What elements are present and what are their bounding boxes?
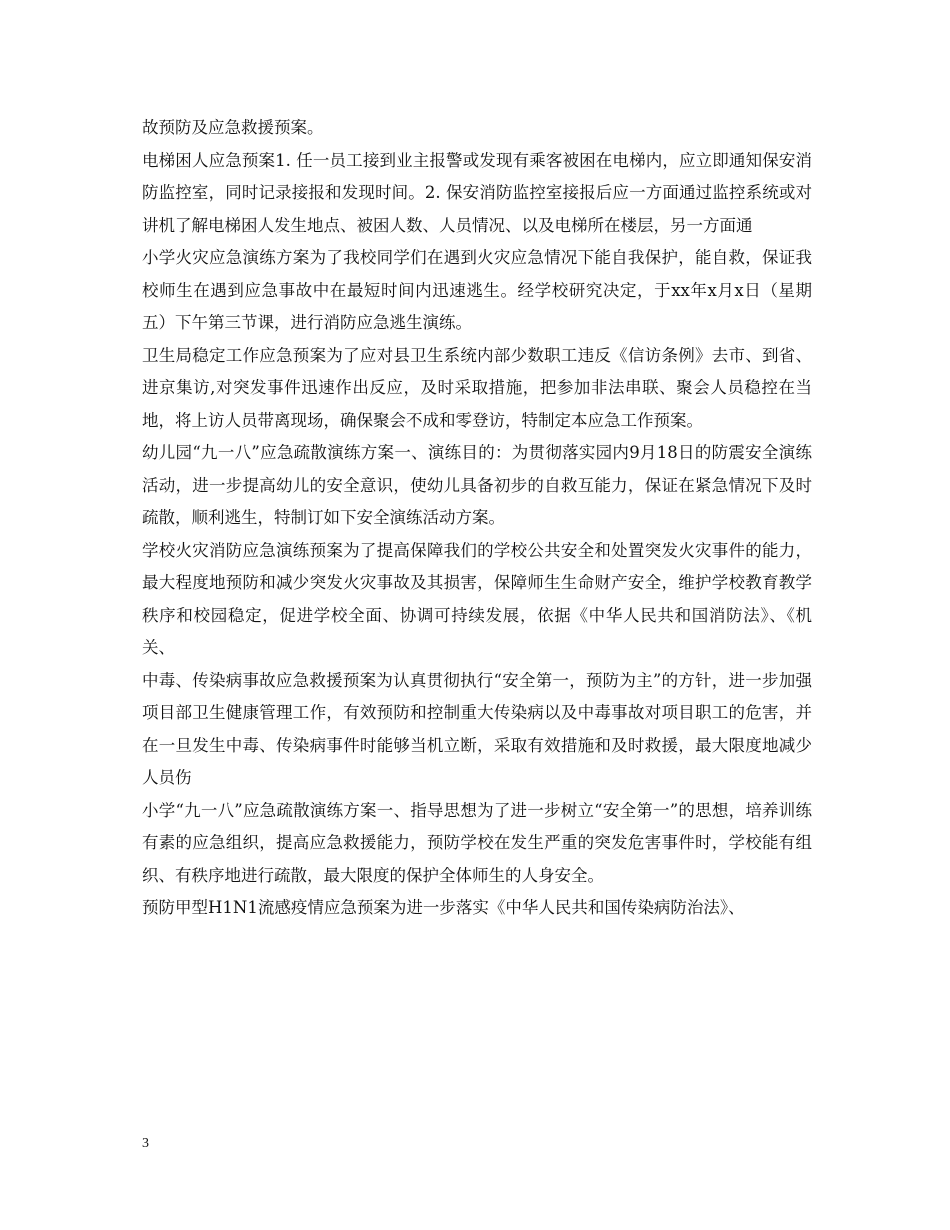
paragraph-7: 中毒、传染病事故应急救援预案为认真贯彻执行“安全第一，预防为主”的方针，进一步加强项目部卫生健康管理工作，有效预防和控制重大传染病以及中毒事故对项目职工的危害，并在一旦发生中毒、传染病事件时能够当机立断，采取有效措施和及时救援，最大限度地减少人员伤 — [142, 670, 812, 787]
paragraph-5: 幼儿园“九一八”应急疏散演练方案一、演练目的：为贯彻落实园内9月18日的防震安全演练活动，进一步提高幼儿的安全意识，使幼儿具备初步的自救互能力，保证在紧急情况下及时疏散，顺利逃生，特制订如下安全演练活动方案。 — [142, 443, 812, 527]
page-number: 3 — [142, 1136, 149, 1151]
paragraph-1: 故预防及应急救援预案。 — [142, 118, 324, 137]
paragraph-6: 学校火灾消防应急演练预案为了提高保障我们的学校公共安全和处置突发火灾事件的能力，最大程度地预防和减少突发火灾事故及其损害，保障师生生命财产安全，维护学校教育教学秩序和校园稳定，促进学校全面、协调可持续发展，依据《中华人民共和国消防法》、《机关、 — [142, 540, 812, 657]
paragraph-9: 预防甲型H1N1流感疫情应急预案为进一步落实《中华人民共和国传染病防治法》、 — [142, 898, 745, 917]
document-body — [142, 112, 812, 925]
paragraph-8: 小学“九一八”应急疏散演练方案一、指导思想为了进一步树立“安全第一”的思想，培养训练有素的应急组织，提高应急救援能力，预防学校在发生严重的突发危害事件时，学校能有组织、有秩序地进行疏散，最大限度的保护全体师生的人身安全。 — [142, 800, 812, 885]
paragraph-4: 卫生局稳定工作应急预案为了应对县卫生系统内部少数职工违反《信访条例》去市、到省、进京集访,对突发事件迅速作出反应，及时采取措施，把参加非法串联、聚会人员稳控在当地，将上访人员带离现场，确保聚会不成和零登访，特制定本应急工作预案。 — [142, 345, 812, 430]
paragraph-3: 小学火灾应急演练方案为了我校同学们在遇到火灾应急情况下能自我保护，能自救，保证我校师生在遇到应急事故中在最短时间内迅速逃生。经学校研究决定，于xx年x月x日（星期五）下午第三节课，进行消防应急逃生演练。 — [142, 248, 812, 332]
paragraph-2: 电梯困人应急预案1. 任一员工接到业主报警或发现有乘客被困在电梯内，应立即通知保安消防监控室，同时记录接报和发现时间。2. 保安消防监控室接报后应一方面通过监控系统或对讲机了解电梯困人发生地点、被困人数、人员情况、以及电梯所在楼层，另一方面通 — [142, 150, 812, 235]
